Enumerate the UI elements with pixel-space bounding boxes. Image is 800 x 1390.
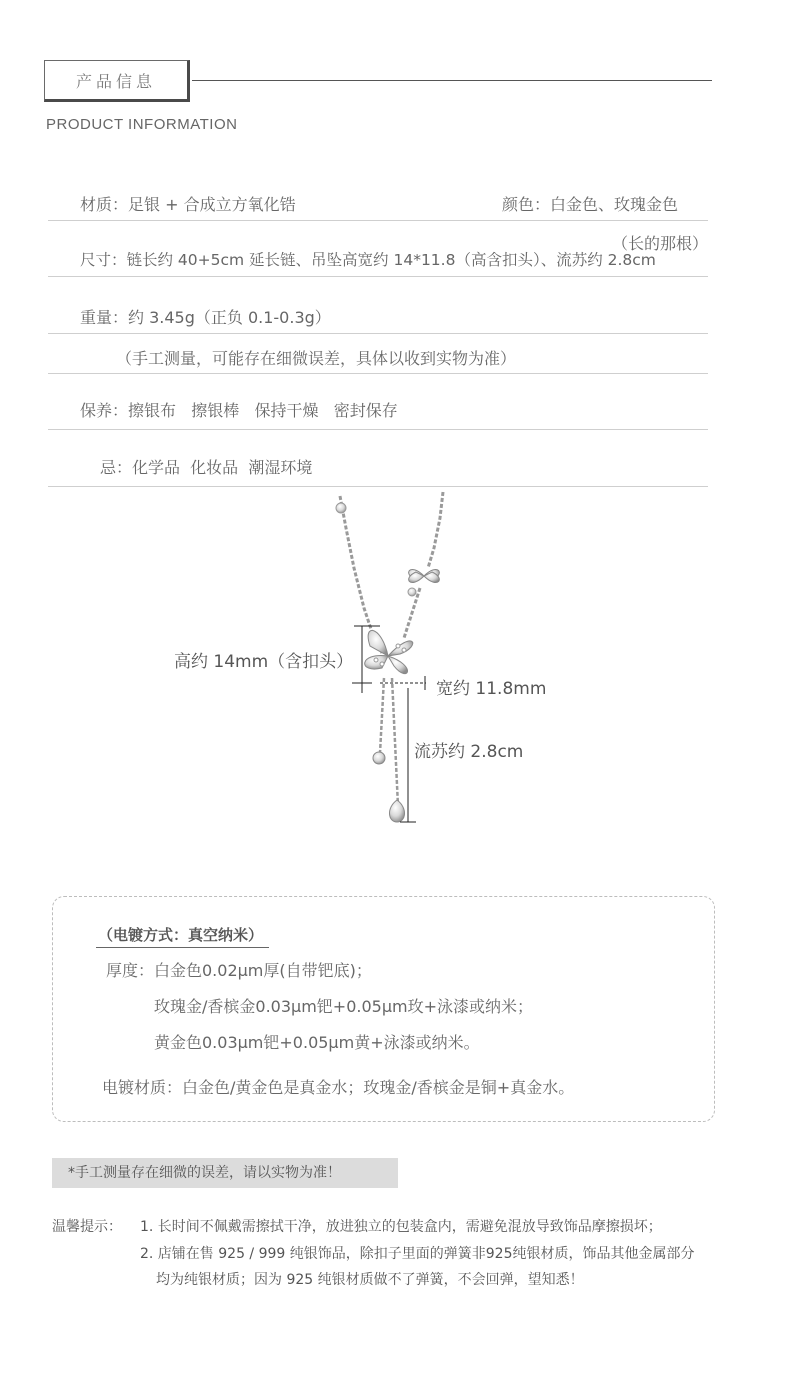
tip-item: 2. 店铺在售 925 / 999 纯银饰品，除扣子里面的弹簧非925纯银材质，饰品其他金属部分: [140, 1246, 695, 1262]
plating-title: （电镀方式：真空纳米）: [96, 924, 269, 948]
plating-line: 黄金色0.03μm钯+0.05μm黄+泳漆或纳米。: [154, 1033, 480, 1052]
tips-label: 温馨提示：: [52, 1219, 122, 1235]
title-divider: [192, 80, 712, 81]
tassel-label: 流苏约 2.8cm: [414, 742, 524, 762]
weight-text: 重量：约 3.45g（正负 0.1-0.3g）: [80, 308, 331, 327]
color-text: 颜色：白金色、玫瑰金色: [502, 195, 679, 214]
row-divider: [48, 333, 708, 334]
row-divider: [48, 276, 708, 277]
row-divider: [48, 486, 708, 487]
tip-item-continued: 均为纯银材质；因为 925 纯银材质做不了弹簧，不会回弹，望知悉！: [156, 1272, 584, 1288]
size-note-text: （长的那根）: [612, 234, 709, 253]
plating-material-line: 电镀材质：白金色/黄金色是真金水；玫瑰金/香槟金是铜+真金水。: [102, 1078, 575, 1097]
section-title: 产品信息: [44, 60, 190, 102]
row-divider: [48, 220, 708, 221]
height-label: 高约 14mm（含扣头）: [174, 652, 354, 672]
section-subtitle: PRODUCT INFORMATION: [46, 116, 238, 133]
tip-item: 1. 长时间不佩戴需擦拭干净，放进独立的包装盒内，需避免混放导致饰品摩擦损坏；: [140, 1219, 662, 1235]
row-divider: [48, 429, 708, 430]
plating-line: 厚度：白金色0.02μm厚(自带钯底)；: [106, 961, 372, 980]
width-label: 宽约 11.8mm: [436, 679, 547, 699]
care-text: 保养：擦银布 擦银棒 保持干燥 密封保存: [80, 401, 398, 420]
measure-note-text: （手工测量，可能存在细微误差，具体以收到实物为准）: [116, 349, 517, 368]
size-text: 尺寸：链长约 40+5cm 延长链、吊坠高宽约 14*11.8（高含扣头）、流苏约 2.8cm: [80, 251, 656, 269]
plating-line: 玫瑰金/香槟金0.03μm钯+0.05μm玫+泳漆或纳米；: [154, 997, 533, 1016]
material-text: 材质：足银 + 合成立方氧化锆: [80, 195, 296, 214]
row-divider: [48, 373, 708, 374]
measurement-note: *手工测量存在细微的误差，请以实物为准！: [52, 1158, 398, 1188]
avoid-text: 忌：化学品 化妆品 潮湿环境: [100, 458, 313, 477]
